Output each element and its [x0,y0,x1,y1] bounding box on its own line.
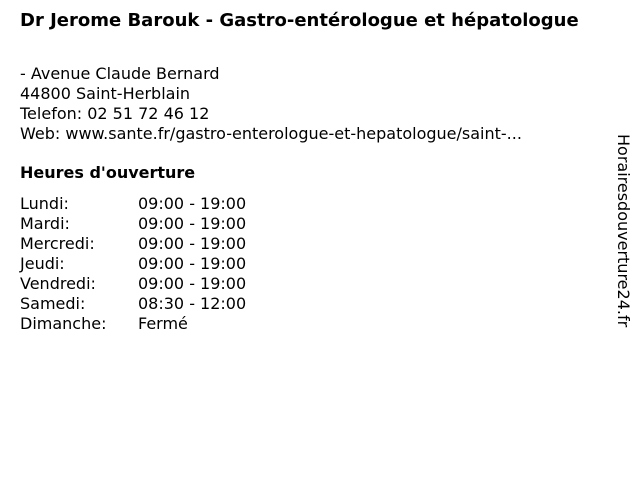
time-range: 09:00 - 19:00 [138,274,247,293]
hours-row-sunday [20,314,246,334]
time-range: 08:30 - 12:00 [138,294,247,313]
day-label: Vendredi: [20,274,96,293]
phone-number: Telefon: 02 51 72 46 12 [20,104,210,123]
site-watermark: Horairesdouverture24.fr [614,134,633,328]
time-range: 09:00 - 19:00 [138,234,247,253]
hours-row-saturday [20,294,246,314]
day-label: Lundi: [20,194,69,213]
hours-row-friday [20,274,246,294]
city-postcode: 44800 Saint-Herblain [20,84,191,103]
hours-row-tuesday [20,214,246,234]
time-range: Fermé [138,314,188,333]
website-link[interactable]: Web: www.sante.fr/gastro-enterologue-et-hepatologue/saint-... [20,124,522,143]
hours-row-thursday [20,254,246,274]
hours-row-wednesday [20,234,246,254]
day-label: Dimanche: [20,314,107,333]
day-label: Mercredi: [20,234,95,253]
contact-block [20,64,600,144]
day-label: Mardi: [20,214,70,233]
time-range: 09:00 - 19:00 [138,194,247,213]
practice-title: Dr Jerome Barouk - Gastro-entérologue et hépatologue [20,10,579,31]
time-range: 09:00 - 19:00 [138,254,247,273]
time-range: 09:00 - 19:00 [138,214,247,233]
day-label: Samedi: [20,294,86,313]
opening-hours-table [20,194,246,334]
opening-hours-heading: Heures d'ouverture [20,163,196,182]
hours-row-monday [20,194,246,214]
street-address: - Avenue Claude Bernard [20,64,220,83]
day-label: Jeudi: [20,254,65,273]
